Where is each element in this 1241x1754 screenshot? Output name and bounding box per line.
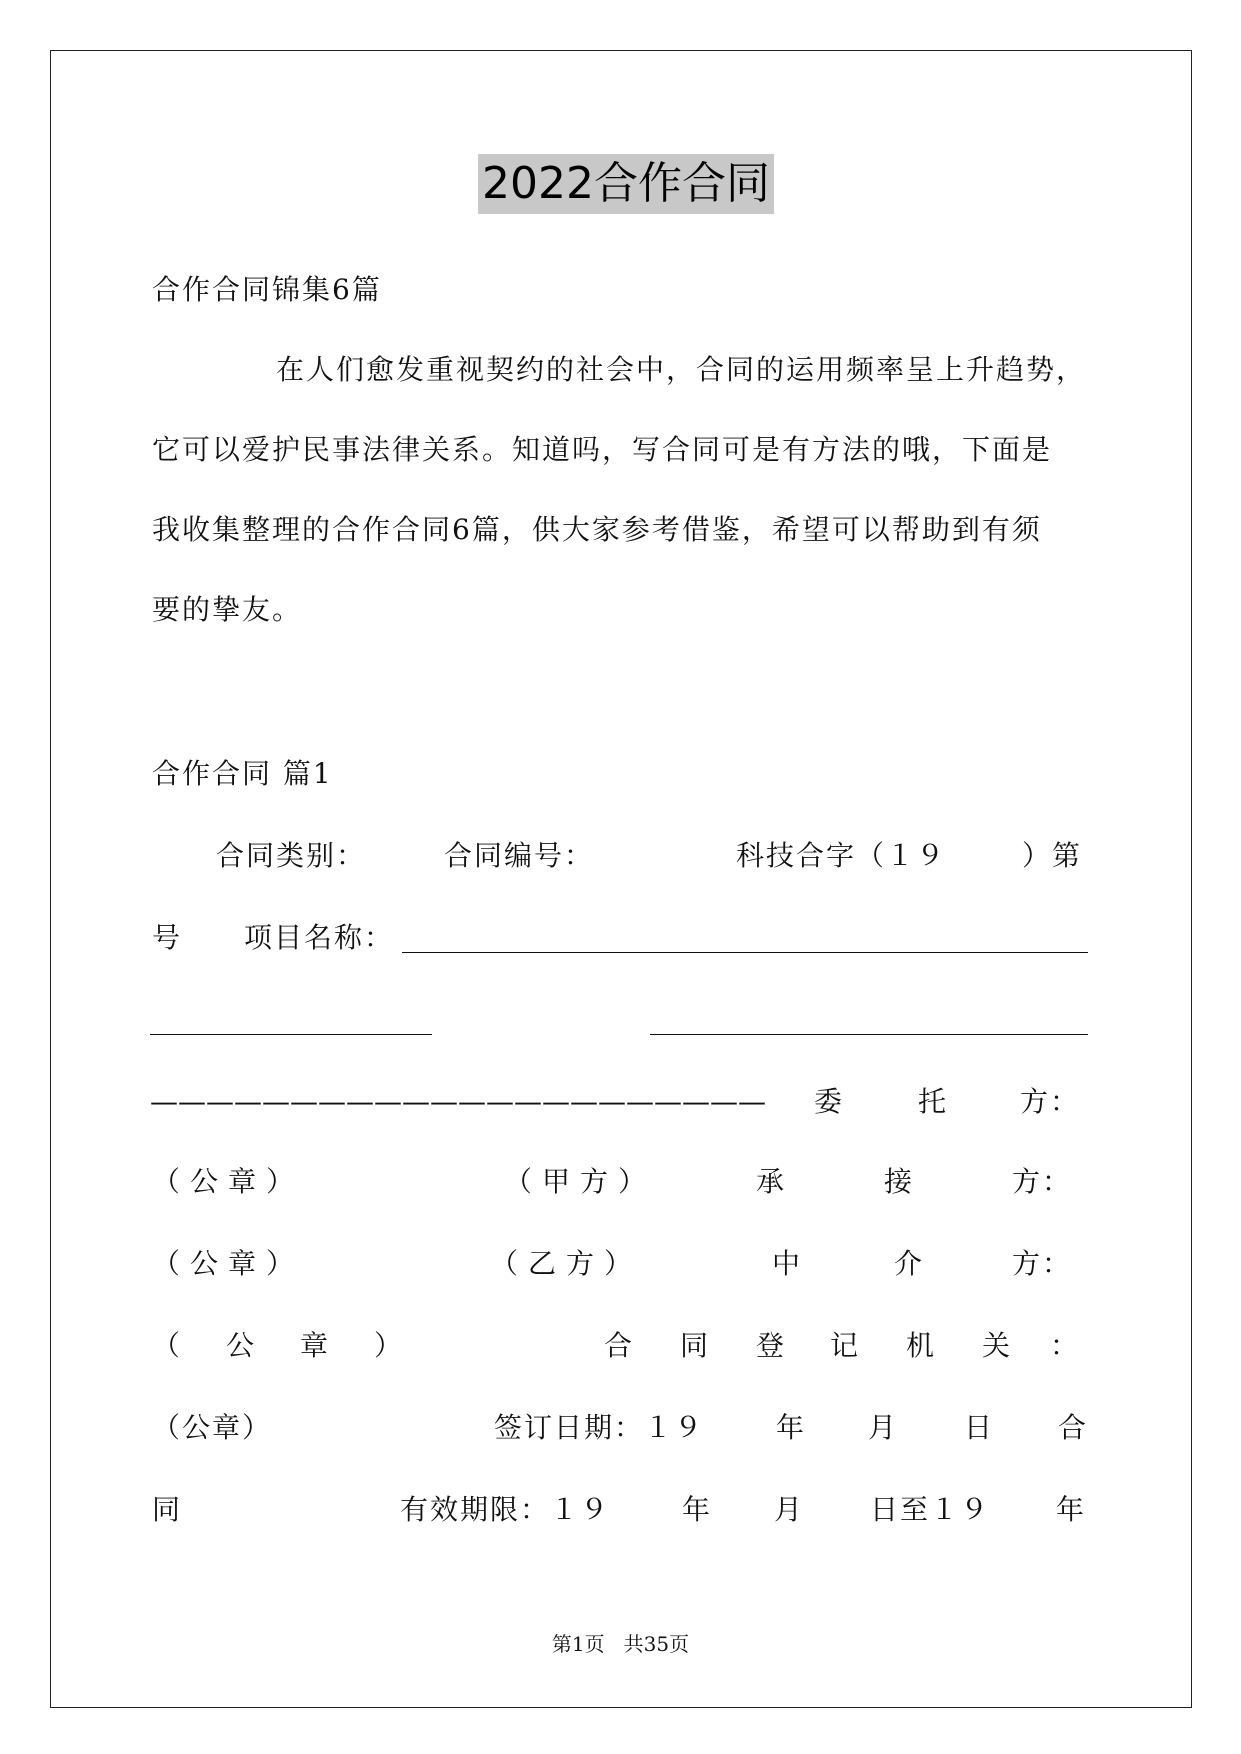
- hao-text: 号: [152, 921, 183, 954]
- registry-char-1: 合: [604, 1329, 635, 1362]
- intro-line-1: 在人们愈发重视契约的社会中，合同的运用频率呈上升趋势，: [276, 353, 1087, 386]
- registry-char-3: 登: [756, 1329, 787, 1362]
- contract-number-value: 科技合字（１９: [736, 839, 947, 872]
- party-a-label-3: 方：: [1020, 1085, 1081, 1118]
- seal-2: （公章）: [152, 1247, 305, 1280]
- document-title: 2022合作合同: [478, 154, 774, 214]
- seal-1: （公章）: [152, 1165, 305, 1198]
- seal-3-b: 章: [300, 1329, 331, 1362]
- registry-char-2: 同: [680, 1329, 711, 1362]
- registry-char-6: 关: [982, 1329, 1013, 1362]
- sign-year: 年: [776, 1411, 807, 1444]
- registry-char-5: 机: [906, 1329, 937, 1362]
- sign-month: 月: [868, 1411, 899, 1444]
- intro-line-3: 我收集整理的合作合同6篇，供大家参考借鉴，希望可以帮助到有须: [152, 513, 1042, 546]
- blank-line-b: [650, 1034, 1088, 1035]
- contract-type-label: 合同类别：: [216, 839, 367, 872]
- party-a-label-2: 托: [918, 1085, 949, 1118]
- tong-char: 同: [152, 1493, 183, 1526]
- blank-line-a: [150, 1034, 432, 1035]
- party-b-label-2: 接: [884, 1165, 915, 1198]
- valid-month: 月: [774, 1493, 805, 1526]
- project-name-blank: [402, 952, 1088, 953]
- project-name-label: 项目名称：: [244, 921, 395, 954]
- valid-day-to: 日至１９: [870, 1493, 991, 1526]
- document-subtitle: 合作合同锦集6篇: [152, 273, 382, 306]
- dash-line: ——————————————————————: [150, 1085, 766, 1118]
- section-heading: 合作合同 篇1: [152, 757, 333, 790]
- seal-3-close: ）: [374, 1329, 405, 1362]
- valid-year-end: 年: [1056, 1493, 1087, 1526]
- seal-3-open: （: [152, 1329, 183, 1362]
- sign-date-label: 签订日期：１９: [494, 1411, 705, 1444]
- seal-4: （公章）: [152, 1411, 273, 1444]
- party-b-label-3: 方：: [1012, 1165, 1073, 1198]
- party-a-role: （甲方）: [504, 1165, 657, 1198]
- registry-colon: ：: [1050, 1329, 1081, 1362]
- page-footer: 第1页 共35页: [551, 1632, 690, 1656]
- party-b-role: （乙方）: [490, 1247, 643, 1280]
- he-char: 合: [1058, 1411, 1089, 1444]
- party-a-label-1: 委: [814, 1085, 845, 1118]
- agent-label-3: 方：: [1012, 1247, 1073, 1280]
- seal-3-a: 公: [226, 1329, 257, 1362]
- intro-line-2: 它可以爱护民事法律关系。知道吗，写合同可是有方法的哦，下面是: [152, 433, 1053, 466]
- party-b-label-1: 承: [756, 1165, 787, 1198]
- intro-line-4: 要的挚友。: [152, 593, 303, 626]
- valid-period-label: 有效期限：１９: [400, 1493, 611, 1526]
- sign-day: 日: [964, 1411, 995, 1444]
- contract-number-suffix: ）第: [1022, 839, 1083, 872]
- valid-year: 年: [682, 1493, 713, 1526]
- agent-label-1: 中: [772, 1247, 803, 1280]
- contract-number-label: 合同编号：: [444, 839, 595, 872]
- registry-char-4: 记: [830, 1329, 861, 1362]
- agent-label-2: 介: [894, 1247, 925, 1280]
